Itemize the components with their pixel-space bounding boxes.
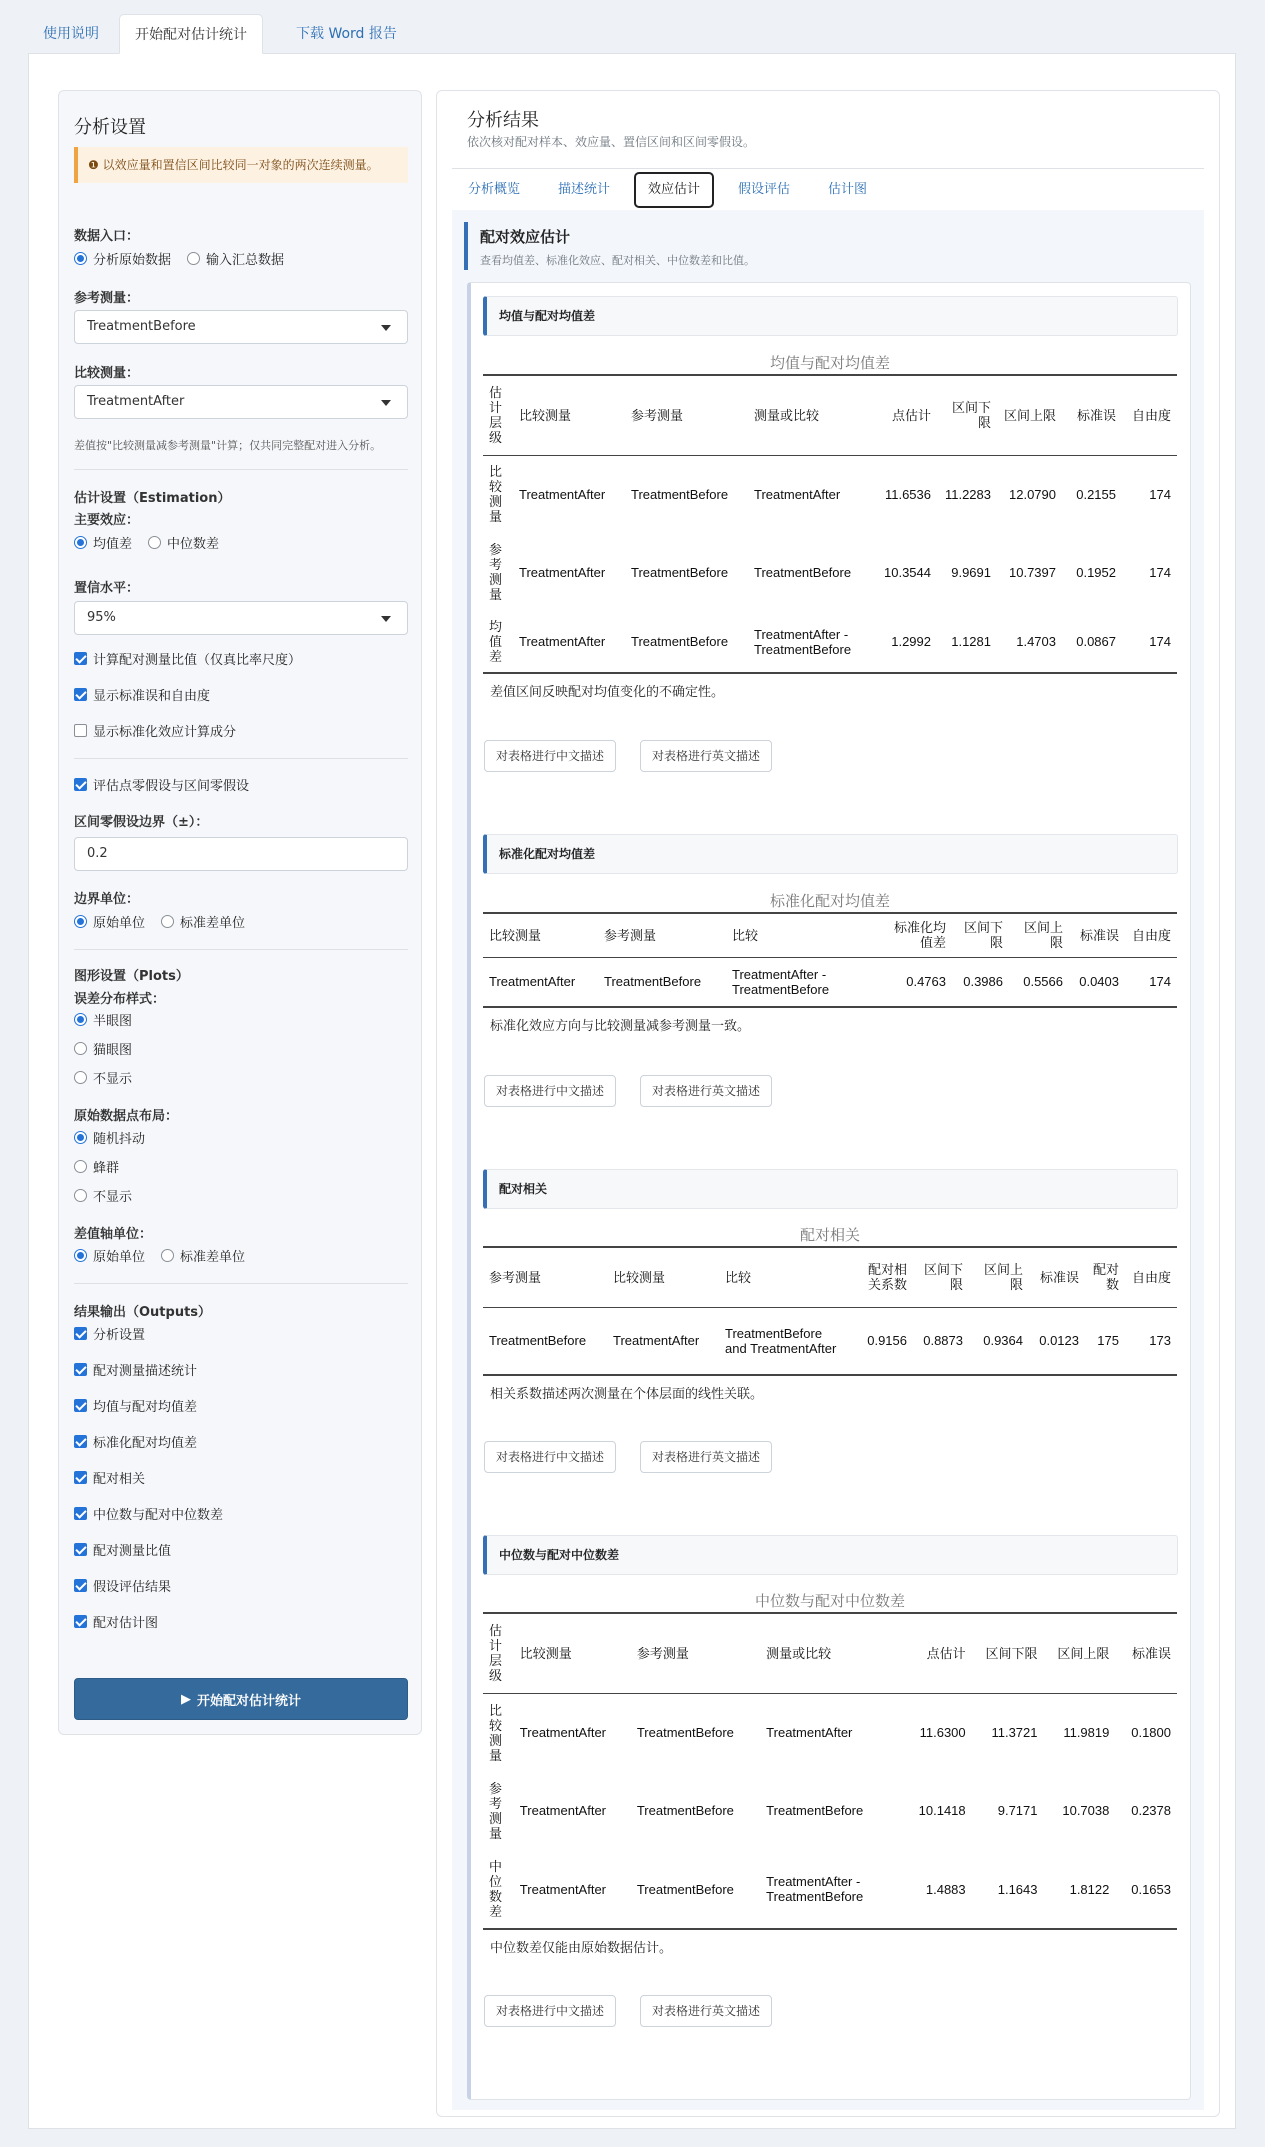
checkbox-label: 计算配对测量比值（仅真比率尺度） xyxy=(93,652,302,668)
radio-indicator[interactable] xyxy=(74,1013,87,1026)
median-section-head: 中位数与配对中位数差 xyxy=(483,1535,1178,1575)
table-cell: 0.0867 xyxy=(1076,634,1116,649)
table-cell: TreatmentAfter xyxy=(519,1881,607,1897)
radio-indicator[interactable] xyxy=(187,252,200,265)
describe-cn-button[interactable]: 对表格进行中文描述 xyxy=(484,1441,616,1473)
section-subtitle: 查看均值差、标准化效应、配对相关、中位数差和比值。 xyxy=(480,254,755,267)
radio-axis-raw[interactable] xyxy=(74,1245,145,1265)
col-contrast: 比较 xyxy=(726,913,886,957)
comparison-select-value: TreatmentAfter xyxy=(87,394,185,409)
table-row xyxy=(483,611,1177,673)
median-table-caption: 中位数与配对中位数差 xyxy=(754,1592,905,1610)
table-cell: 0.0123 xyxy=(1039,1333,1079,1349)
mean-table xyxy=(483,374,1177,674)
table-cell: TreatmentAfter xyxy=(766,1725,853,1741)
caret-down-icon xyxy=(381,400,391,406)
radio-indicator[interactable] xyxy=(161,1249,174,1262)
col-df: 自由度 xyxy=(1125,1247,1177,1307)
table-cell: TreatmentAfter xyxy=(613,1333,700,1349)
radio-indicator[interactable] xyxy=(74,1042,87,1055)
checkbox-label: 配对估计图 xyxy=(93,1615,159,1631)
col-df: 自由度 xyxy=(1125,913,1177,957)
radio-error-none[interactable] xyxy=(74,1067,408,1087)
table-cell: 175 xyxy=(1097,1333,1119,1349)
checkbox-indicator[interactable] xyxy=(74,1543,87,1556)
checkbox-label: 假设评估结果 xyxy=(93,1579,172,1595)
results-subtitle: 依次核对配对样本、效应量、置信区间和区间零假设。 xyxy=(467,135,756,149)
tab-descriptives[interactable]: 描述统计 xyxy=(558,182,611,197)
col-measure: 测量或比较 xyxy=(748,375,872,455)
output-hypothesis[interactable] xyxy=(74,1575,408,1595)
radio-label: 中位数差 xyxy=(167,536,220,552)
table-cell: TreatmentBefore xyxy=(631,486,729,502)
radio-raw-unit[interactable] xyxy=(74,911,145,931)
reference-label: 参考测量： xyxy=(74,291,140,306)
divider xyxy=(74,949,408,950)
corr-section-head: 配对相关 xyxy=(483,1169,1178,1209)
checkbox-label: 分析设置 xyxy=(93,1327,146,1343)
output-correlation[interactable] xyxy=(74,1467,408,1487)
checkbox-indicator[interactable] xyxy=(74,1399,87,1412)
radio-label: 原始单位 xyxy=(93,915,146,931)
margin-input[interactable]: 0.2 xyxy=(74,837,408,871)
table-cell: TreatmentBefore xyxy=(604,974,702,990)
table-cell: TreatmentBefore xyxy=(636,1725,734,1741)
table-cell: TreatmentAfter - TreatmentBefore xyxy=(732,966,830,997)
table-cell: 0.8873 xyxy=(923,1333,963,1349)
col-pairs: 配对数 xyxy=(1085,1247,1125,1307)
describe-en-button[interactable]: 对表格进行英文描述 xyxy=(640,1075,772,1107)
table-cell: 11.3721 xyxy=(991,1725,1038,1741)
radio-label: 原始单位 xyxy=(93,1249,146,1265)
info-alert xyxy=(74,147,408,183)
caret-down-icon xyxy=(381,616,391,622)
table-cell: 10.3544 xyxy=(884,564,931,580)
col-df: 自由度 xyxy=(1122,375,1177,455)
check-hypothesis[interactable] xyxy=(74,774,408,794)
table-cell: TreatmentBefore xyxy=(489,1333,587,1349)
radio-half-eye[interactable] xyxy=(74,1009,408,1029)
radio-cat-eye[interactable] xyxy=(74,1038,408,1058)
checkbox-indicator[interactable] xyxy=(74,652,87,665)
describe-en-button[interactable]: 对表格进行英文描述 xyxy=(640,1995,772,2027)
table-cell: 174 xyxy=(1149,486,1171,502)
col-se: 标准误 xyxy=(1062,375,1122,455)
col-point: 点估计 xyxy=(900,1613,972,1693)
table-cell: 11.9819 xyxy=(1063,1725,1110,1741)
tab-effect-estimation[interactable]: 效应估计 xyxy=(634,172,714,208)
describe-cn-button[interactable]: 对表格进行中文描述 xyxy=(484,740,616,772)
checkbox-indicator[interactable] xyxy=(74,1579,87,1592)
col-se: 标准误 xyxy=(1069,913,1125,957)
median-table xyxy=(483,1612,1177,1930)
tab-hypothesis[interactable]: 假设评估 xyxy=(738,182,791,197)
table-cell: 0.4763 xyxy=(906,974,946,990)
difference-help: 差值按"比较测量减参考测量"计算；仅共同完整配对进入分析。 xyxy=(74,439,382,452)
checkbox-label: 配对测量比值 xyxy=(93,1543,172,1559)
run-button-label: 开始配对估计统计 xyxy=(196,1693,301,1709)
table-row xyxy=(483,1850,1177,1929)
table-cell: 10.1418 xyxy=(918,1803,966,1819)
error-style-label: 误差分布样式： xyxy=(74,992,166,1007)
col-level: 估计层级 xyxy=(483,375,513,455)
diff-axis-label: 差值轴单位： xyxy=(74,1227,153,1242)
checkbox-indicator[interactable] xyxy=(74,1327,87,1340)
table-cell: 1.4883 xyxy=(925,1881,966,1897)
mean-table-note: 差值区间反映配对均值变化的不确定性。 xyxy=(490,685,725,700)
col-upper: 区间上限 xyxy=(1044,1613,1116,1693)
table-cell: 均值差 xyxy=(489,619,503,664)
table-cell: 0.9156 xyxy=(867,1333,907,1349)
col-reference: 参考测量 xyxy=(598,913,726,957)
info-alert-text: 以效应量和置信区间比较同一对象的两次连续测量。 xyxy=(102,158,379,172)
output-ratio[interactable] xyxy=(74,1539,408,1559)
table-cell: TreatmentAfter xyxy=(519,1803,607,1819)
radio-label: 分析原始数据 xyxy=(93,252,172,268)
median-table-note: 中位数差仅能由原始数据估计。 xyxy=(490,1941,673,1956)
confidence-label: 置信水平： xyxy=(74,581,140,596)
estimation-heading: 估计设置（Estimation） xyxy=(74,491,231,506)
table-cell: 12.0790 xyxy=(1009,486,1056,502)
output-median-diff[interactable] xyxy=(74,1503,408,1523)
mean-table-caption: 均值与配对均值差 xyxy=(769,354,890,372)
table-cell: 9.7171 xyxy=(997,1803,1038,1819)
radio-label: 不显示 xyxy=(93,1071,133,1087)
radio-median-diff[interactable] xyxy=(148,532,219,552)
unit-label: 边界单位： xyxy=(74,892,140,907)
radio-label: 输入汇总数据 xyxy=(206,252,285,268)
caret-down-icon xyxy=(381,325,391,331)
check-se-df[interactable] xyxy=(74,684,408,704)
radio-sd-unit[interactable] xyxy=(161,911,245,931)
table-cell: TreatmentBefore xyxy=(766,1803,864,1819)
margin-label: 区间零假设边界（±）： xyxy=(74,815,209,830)
table-row xyxy=(483,455,1177,533)
table-cell: 1.1643 xyxy=(997,1881,1038,1897)
table-cell: TreatmentBefore xyxy=(754,564,852,580)
table-cell: 10.7038 xyxy=(1062,1803,1110,1819)
checkbox-label: 显示标准误和自由度 xyxy=(93,688,211,704)
checkbox-label: 标准化配对均值差 xyxy=(93,1435,198,1451)
table-cell: TreatmentAfter xyxy=(754,486,841,502)
mean-section-head: 均值与配对均值差 xyxy=(483,296,1178,336)
corr-table xyxy=(483,1246,1177,1376)
comparison-label: 比较测量： xyxy=(74,366,140,381)
radio-jitter[interactable] xyxy=(74,1127,408,1147)
col-se: 标准误 xyxy=(1029,1247,1085,1307)
col-contrast: 比较 xyxy=(719,1247,853,1307)
table-cell: 中位数差 xyxy=(489,1859,503,1920)
section-title: 配对效应估计 xyxy=(480,228,571,246)
table-cell: TreatmentAfter xyxy=(489,974,576,990)
table-cell: 0.1653 xyxy=(1131,1881,1171,1897)
table-cell: 1.1281 xyxy=(951,634,991,649)
radio-label: 标准差单位 xyxy=(180,915,246,931)
col-reference: 参考测量 xyxy=(625,375,748,455)
checkbox-indicator[interactable] xyxy=(74,724,87,737)
table-cell: 10.7397 xyxy=(1009,564,1056,580)
tab-overview[interactable]: 分析概览 xyxy=(468,182,521,197)
std-table-caption: 标准化配对均值差 xyxy=(769,892,890,910)
table-cell: TreatmentAfter xyxy=(519,1725,607,1741)
checkbox-label: 显示标准化效应计算成分 xyxy=(93,724,237,740)
confidence-select[interactable] xyxy=(74,601,408,635)
describe-en-button[interactable]: 对表格进行英文描述 xyxy=(640,740,772,772)
col-correlation: 配对相关系数 xyxy=(853,1247,913,1307)
table-cell: 9.9691 xyxy=(951,564,991,580)
radio-indicator[interactable] xyxy=(74,1249,87,1262)
run-analysis-button[interactable] xyxy=(74,1678,408,1720)
output-descriptives[interactable] xyxy=(74,1359,408,1379)
sidebar-title: 分析设置 xyxy=(74,117,146,138)
table-cell: TreatmentAfter xyxy=(519,564,606,580)
table-cell: 参考测量 xyxy=(489,542,503,602)
radio-indicator[interactable] xyxy=(148,536,161,549)
table-cell: 0.3986 xyxy=(963,974,1003,990)
raw-layout-label: 原始数据点布局： xyxy=(74,1109,179,1124)
main-effect-label: 主要效应： xyxy=(74,513,140,528)
radio-label: 随机抖动 xyxy=(93,1131,146,1147)
col-reference: 参考测量 xyxy=(631,1613,760,1693)
radio-indicator[interactable] xyxy=(74,536,87,549)
std-table xyxy=(483,912,1177,1008)
tab-estimation-plot[interactable]: 估计图 xyxy=(828,182,868,197)
radio-label: 标准差单位 xyxy=(180,1249,246,1265)
divider xyxy=(74,758,408,759)
divider xyxy=(74,1283,408,1284)
radio-indicator[interactable] xyxy=(74,1131,87,1144)
table-cell: TreatmentBefore xyxy=(636,1803,734,1819)
checkbox-indicator[interactable] xyxy=(74,1471,87,1484)
radio-raw-none[interactable] xyxy=(74,1185,408,1205)
table-cell: 1.8122 xyxy=(1069,1881,1110,1897)
table-cell: TreatmentBefore xyxy=(636,1881,734,1897)
std-section-head: 标准化配对均值差 xyxy=(483,834,1178,874)
table-row xyxy=(483,1307,1177,1375)
radio-raw-data[interactable] xyxy=(74,248,171,268)
table-row xyxy=(483,1693,1177,1772)
describe-cn-button[interactable]: 对表格进行中文描述 xyxy=(484,1995,616,2027)
confidence-select-value: 95% xyxy=(87,610,116,625)
results-tabs-divider xyxy=(452,168,1204,169)
radio-indicator[interactable] xyxy=(74,1189,87,1202)
table-cell: TreatmentAfter - TreatmentBefore xyxy=(754,626,852,657)
data-entry-label: 数据入口： xyxy=(74,229,140,244)
output-mean-diff[interactable] xyxy=(74,1395,408,1415)
radio-label: 均值差 xyxy=(93,536,133,552)
tab-download-word[interactable]: 下载 Word 报告 xyxy=(296,26,397,42)
radio-mean-diff[interactable] xyxy=(74,532,132,552)
check-ratio[interactable] xyxy=(74,648,408,668)
table-cell: 比较测量 xyxy=(489,464,503,525)
table-cell: TreatmentAfter xyxy=(519,634,606,649)
results-title: 分析结果 xyxy=(467,110,539,131)
table-cell: 11.6536 xyxy=(884,486,931,502)
table-cell: TreatmentBefore xyxy=(631,564,729,580)
col-lower: 区间下限 xyxy=(952,913,1009,957)
describe-en-button[interactable]: 对表格进行英文描述 xyxy=(640,1441,772,1473)
checkbox-label: 中位数与配对中位数差 xyxy=(93,1507,224,1523)
checkbox-indicator[interactable] xyxy=(74,1435,87,1448)
tab-start-paired-estimation[interactable]: 开始配对估计统计 xyxy=(119,14,263,54)
col-comparison: 比较测量 xyxy=(483,913,598,957)
col-upper: 区间上限 xyxy=(1009,913,1069,957)
corr-table-caption: 配对相关 xyxy=(799,1226,860,1244)
col-level: 估计层级 xyxy=(483,1613,514,1693)
col-comparison: 比较测量 xyxy=(514,1613,631,1693)
table-cell: TreatmentAfter xyxy=(519,486,606,502)
table-cell: TreatmentBefore xyxy=(631,634,729,649)
outputs-heading: 结果输出（Outputs） xyxy=(74,1305,212,1320)
table-cell: 1.4703 xyxy=(1016,634,1056,649)
checkbox-label: 均值与配对均值差 xyxy=(93,1399,198,1415)
table-cell: 参考测量 xyxy=(489,1780,503,1841)
radio-label: 半眼图 xyxy=(93,1013,133,1029)
table-cell: TreatmentAfter - TreatmentBefore xyxy=(766,1874,864,1905)
plot-heading: 图形设置（Plots） xyxy=(74,969,189,984)
play-icon: ▶ xyxy=(180,1691,191,1707)
std-table-note: 标准化效应方向与比较测量减参考测量一致。 xyxy=(490,1019,751,1034)
checkbox-indicator[interactable] xyxy=(74,1363,87,1376)
checkbox-label: 评估点零假设与区间零假设 xyxy=(93,778,250,794)
table-cell: 0.5566 xyxy=(1023,974,1063,990)
radio-label: 不显示 xyxy=(93,1189,133,1205)
check-std-components[interactable] xyxy=(74,720,408,740)
divider xyxy=(74,469,408,470)
settings-sidebar xyxy=(58,90,422,1735)
radio-indicator[interactable] xyxy=(74,915,87,928)
section-accent xyxy=(464,222,468,270)
checkbox-label: 配对相关 xyxy=(93,1471,146,1487)
output-std-diff[interactable] xyxy=(74,1431,408,1451)
col-measure: 测量或比较 xyxy=(760,1613,900,1693)
table-row xyxy=(483,533,1177,611)
table-cell: 174 xyxy=(1149,974,1171,990)
checkbox-indicator[interactable] xyxy=(74,778,87,791)
col-lower: 区间下限 xyxy=(937,375,997,455)
col-se: 标准误 xyxy=(1115,1613,1177,1693)
radio-label: 蜂群 xyxy=(93,1160,120,1176)
checkbox-indicator[interactable] xyxy=(74,1507,87,1520)
col-comparison: 比较测量 xyxy=(513,375,625,455)
col-upper: 区间上限 xyxy=(997,375,1062,455)
radio-axis-sd[interactable] xyxy=(161,1245,245,1265)
table-cell: 1.2992 xyxy=(891,634,931,649)
table-cell: 11.2283 xyxy=(944,486,991,502)
tab-instructions[interactable]: 使用说明 xyxy=(43,26,99,42)
table-cell: 173 xyxy=(1149,1333,1171,1349)
table-cell: TreatmentBefore and TreatmentAfter xyxy=(725,1325,837,1356)
checkbox-indicator[interactable] xyxy=(74,688,87,701)
col-point: 点估计 xyxy=(872,375,937,455)
comparison-select[interactable] xyxy=(74,385,408,419)
radio-indicator[interactable] xyxy=(74,1071,87,1084)
reference-select[interactable] xyxy=(74,310,408,344)
radio-swarm[interactable] xyxy=(74,1156,408,1176)
radio-summary-data[interactable] xyxy=(187,248,284,268)
radio-indicator[interactable] xyxy=(74,252,87,265)
reference-select-value: TreatmentBefore xyxy=(87,319,196,334)
output-plot[interactable] xyxy=(74,1611,408,1631)
table-cell: 0.1952 xyxy=(1076,564,1116,580)
checkbox-indicator[interactable] xyxy=(74,1615,87,1628)
radio-label: 猫眼图 xyxy=(93,1042,133,1058)
table-cell: 174 xyxy=(1149,564,1171,580)
col-lower: 区间下限 xyxy=(913,1247,969,1307)
checkbox-label: 配对测量描述统计 xyxy=(93,1363,198,1379)
table-row xyxy=(483,957,1177,1007)
col-upper: 区间上限 xyxy=(969,1247,1029,1307)
table-cell: 174 xyxy=(1149,634,1171,649)
info-icon: ❶ xyxy=(88,158,103,172)
table-cell: 比较测量 xyxy=(489,1702,503,1763)
table-cell: 11.6300 xyxy=(919,1725,966,1741)
col-lower: 区间下限 xyxy=(972,1613,1044,1693)
radio-indicator[interactable] xyxy=(161,915,174,928)
table-cell: 0.9364 xyxy=(983,1333,1023,1349)
table-row xyxy=(483,1772,1177,1851)
describe-cn-button[interactable]: 对表格进行中文描述 xyxy=(484,1075,616,1107)
col-std-diff: 标准化均值差 xyxy=(886,913,952,957)
table-cell: 0.2155 xyxy=(1076,486,1116,502)
output-settings[interactable] xyxy=(74,1323,408,1343)
top-tab-bar xyxy=(28,14,1236,54)
col-reference: 参考测量 xyxy=(483,1247,607,1307)
table-cell: 0.1800 xyxy=(1131,1725,1171,1741)
col-comparison: 比较测量 xyxy=(607,1247,719,1307)
corr-table-note: 相关系数描述两次测量在个体层面的线性关联。 xyxy=(490,1387,764,1402)
table-cell: 0.2378 xyxy=(1131,1803,1171,1819)
table-cell: 0.0403 xyxy=(1079,974,1119,990)
radio-indicator[interactable] xyxy=(74,1160,87,1173)
